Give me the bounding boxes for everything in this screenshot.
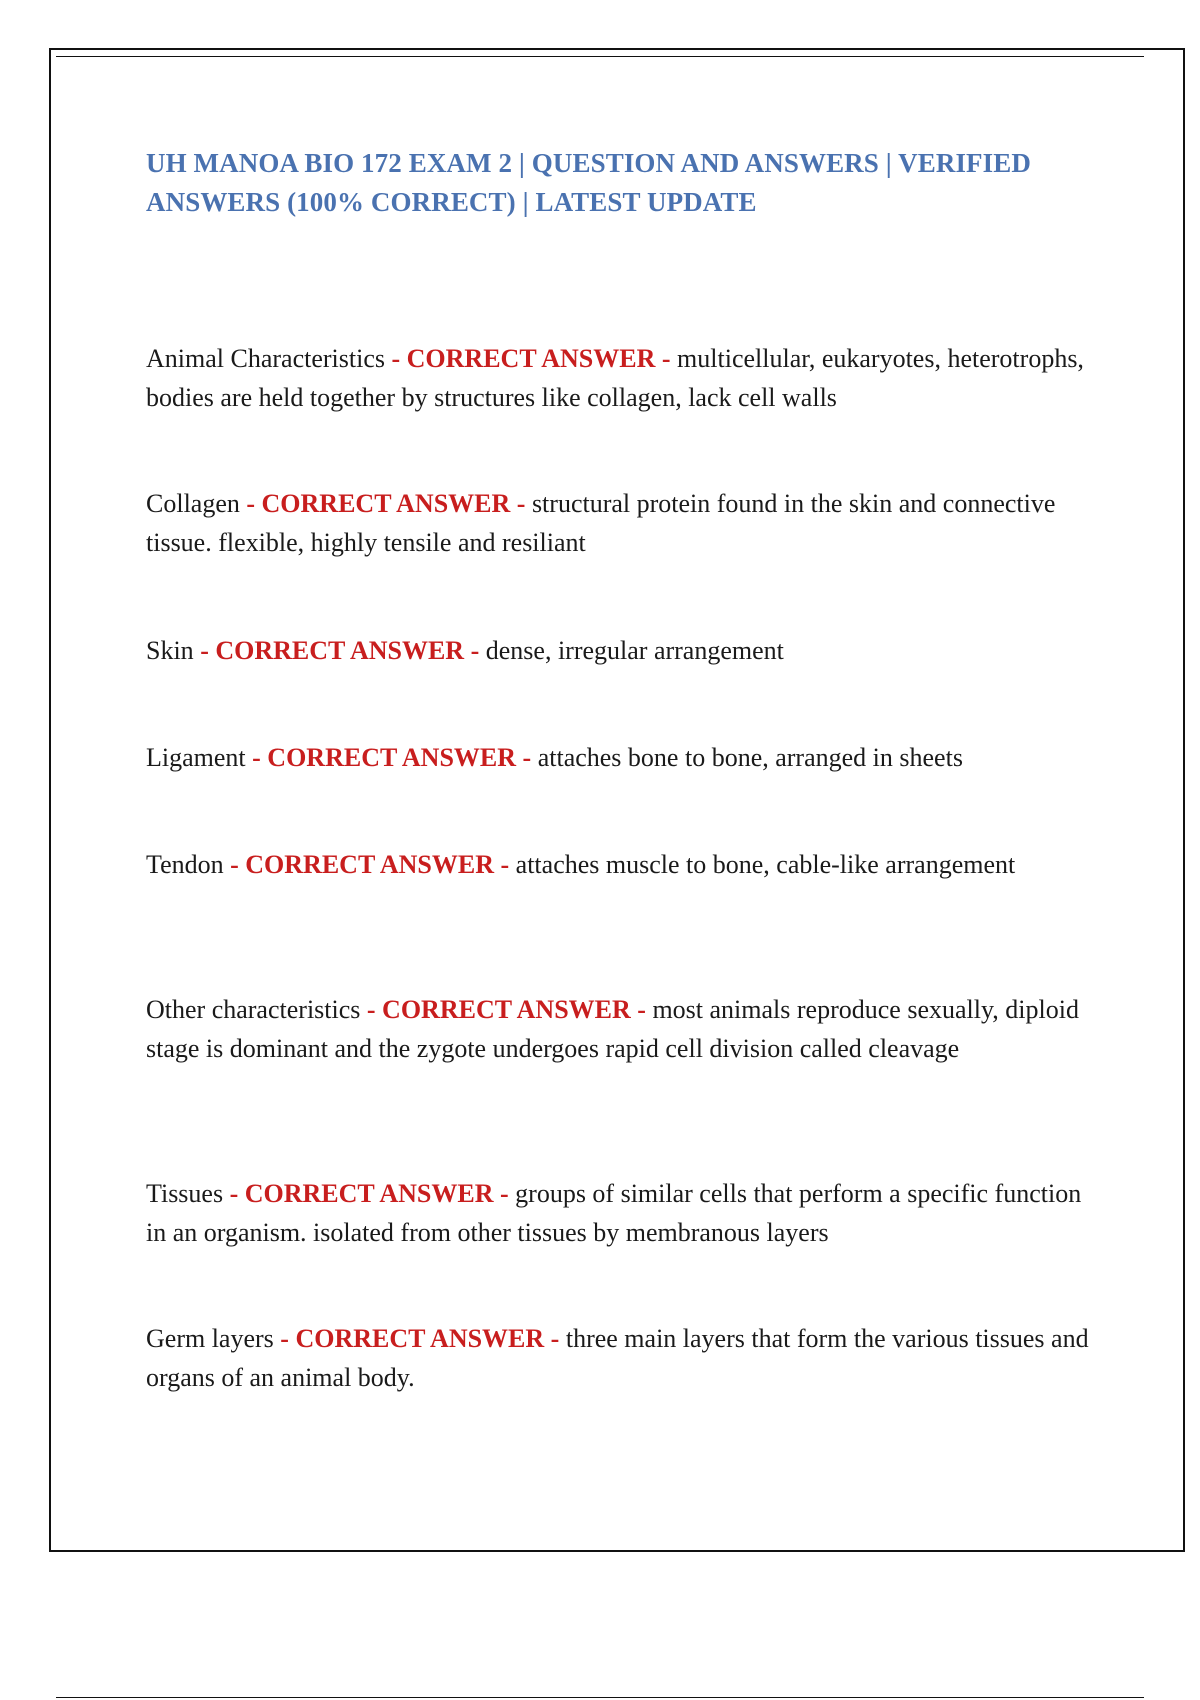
qa-item-tendon — [146, 846, 1106, 885]
qa-definition: dense, irregular arrangement — [485, 636, 784, 665]
qa-definition: attaches muscle to bone, cable-like arrangement — [515, 850, 1016, 879]
qa-definition: attaches bone to bone, arranged in sheets — [537, 743, 963, 772]
document-title: UH MANOA BIO 172 EXAM 2 | QUESTION AND ANSWERS | VERIFIED ANSWERS (100% CORRECT) | LATEST UPDATE — [146, 148, 1031, 217]
qa-term: Other characteristics — [146, 995, 367, 1024]
qa-item-germ-layers — [146, 1320, 1106, 1397]
qa-definition: groups of similar cells that perform a specific function in an organism. isolated from other tissues by membranous layers — [146, 1179, 1082, 1247]
qa-item-collagen — [146, 485, 1106, 562]
answer-marker: - CORRECT ANSWER - — [245, 743, 538, 772]
answer-marker: - CORRECT ANSWER - — [239, 489, 532, 518]
qa-term: Animal Characteristics — [146, 344, 385, 373]
bottom-rule — [56, 1697, 1144, 1698]
qa-item-other-characteristics — [146, 991, 1106, 1068]
answer-marker: - CORRECT ANSWER - — [223, 850, 516, 879]
qa-definition: three main layers that form the various tissues and organs of an animal body. — [146, 1324, 1089, 1392]
qa-term: Germ layers — [146, 1324, 274, 1353]
answer-marker: - CORRECT ANSWER - — [223, 1179, 516, 1208]
qa-term: Collagen — [146, 489, 240, 518]
qa-item-tissues — [146, 1175, 1106, 1252]
top-rule — [56, 56, 1144, 57]
qa-definition: structural protein found in the skin and connective tissue. flexible, highly tensile and resiliant — [146, 489, 1056, 557]
qa-definition: most animals reproduce sexually, diploid stage is dominant and the zygote undergoes rapid cell division called cleavage — [146, 995, 1079, 1063]
answer-marker: - CORRECT ANSWER - — [384, 344, 678, 373]
qa-item-ligament — [146, 739, 1106, 778]
qa-item-animal-characteristics — [146, 340, 1106, 417]
qa-term: Skin — [146, 636, 194, 665]
qa-term: Tendon — [146, 850, 224, 879]
answer-marker: - CORRECT ANSWER - — [273, 1324, 566, 1353]
answer-marker: - CORRECT ANSWER - — [193, 636, 486, 665]
qa-term: Ligament — [146, 743, 246, 772]
qa-term: Tissues — [146, 1179, 224, 1208]
answer-marker: - CORRECT ANSWER - — [366, 995, 653, 1024]
qa-item-skin — [146, 632, 1106, 671]
qa-definition: multicellular, eukaryotes, heterotrophs, bodies are held together by structures like collagen, lack cell walls — [146, 344, 1084, 412]
